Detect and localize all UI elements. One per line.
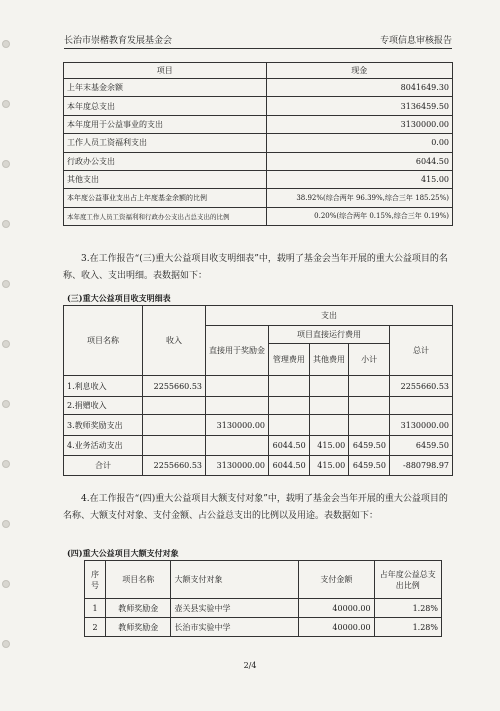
row-item: 本年度总支出 (64, 97, 267, 115)
h-direct-award: 直接用于奖励金 (206, 326, 269, 376)
table-row (64, 376, 453, 397)
cell-total: 2255660.53 (390, 376, 453, 397)
fund-summary-table (63, 62, 453, 226)
binding-hole (2, 220, 10, 228)
page-number: 2/4 (243, 661, 257, 670)
row-amount: 415.00 (266, 170, 452, 188)
h-project-name: 项目名称 (106, 561, 171, 599)
header-org: 长治市崇楷教育发展基金会 (64, 36, 173, 46)
binding-hole (2, 580, 10, 588)
table-header-row (64, 63, 453, 79)
row-amount: 0.20%(综合两年 0.15%,综合三年 0.19%) (266, 207, 452, 225)
cell-name: 4.业务活动支出 (64, 436, 143, 456)
large-payment-table (84, 560, 442, 637)
cell-income (143, 397, 206, 415)
cell-subtotal (349, 397, 390, 415)
table-caption-3: (三)重大公益项目收支明细表 (67, 293, 171, 303)
cell-name: 教师奖励金 (106, 618, 171, 637)
table-row (64, 79, 453, 97)
cell-direct (206, 397, 269, 415)
table-row (85, 618, 442, 637)
cell-amount: 40000.00 (299, 599, 374, 618)
col-item-header: 项目 (64, 63, 267, 79)
table-total-row (64, 456, 453, 476)
cell-total: 6459.50 (390, 436, 453, 456)
h-income: 收入 (143, 306, 206, 376)
table-row (64, 397, 453, 415)
table-row (64, 170, 453, 188)
cell-income: 2255660.53 (143, 456, 206, 476)
cell-total (390, 397, 453, 415)
col-amount-header: 现金 (266, 63, 452, 79)
cell-mgmt (269, 397, 310, 415)
binding-holes (2, 0, 10, 711)
row-amount: 0.00 (266, 134, 452, 152)
binding-hole (2, 520, 10, 528)
h-other-fee: 其他费用 (309, 344, 349, 376)
cell-no: 2 (85, 618, 106, 637)
h-expense: 支出 (206, 306, 453, 326)
cell-subtotal: 6459.50 (349, 436, 390, 456)
binding-hole (2, 40, 10, 48)
cell-income (143, 415, 206, 436)
table-row (64, 207, 453, 225)
project-income-expense-table (63, 305, 453, 476)
cell-ratio: 1.28% (374, 618, 441, 637)
row-amount: 3130000.00 (266, 115, 452, 133)
cell-payee: 壶关县实验中学 (171, 599, 299, 618)
h-no: 序号 (85, 561, 106, 599)
cell-no: 1 (85, 599, 106, 618)
table-row (85, 599, 442, 618)
row-amount: 3136459.50 (266, 97, 452, 115)
header-rule (64, 48, 452, 49)
binding-hole (2, 160, 10, 168)
paragraph-3: 3.在工作报告“(三)重大公益项目收支明细表”中，载明了基金会当年开展的重大公益项目的名称、收入、支出明细。表数据如下： (63, 254, 448, 281)
cell-direct (206, 376, 269, 397)
row-item: 本年度公益事业支出占上年度基金余额的比例 (64, 189, 267, 207)
row-item: 工作人员工资福利支出 (64, 134, 267, 152)
cell-ratio: 1.28% (374, 599, 441, 618)
table-row (64, 436, 453, 456)
row-item: 其他支出 (64, 170, 267, 188)
h-total: 总计 (390, 326, 453, 376)
cell-other (309, 376, 349, 397)
table-row (64, 134, 453, 152)
page-header (64, 33, 452, 47)
cell-income (143, 436, 206, 456)
binding-hole (2, 400, 10, 408)
cell-subtotal (349, 415, 390, 436)
table-header-row (64, 306, 453, 326)
binding-hole (2, 280, 10, 288)
cell-name: 2.捐赠收入 (64, 397, 143, 415)
binding-hole (2, 640, 10, 648)
cell-subtotal (349, 376, 390, 397)
cell-name: 合计 (64, 456, 143, 476)
h-subtotal: 小计 (349, 344, 390, 376)
cell-name: 1.利息收入 (64, 376, 143, 397)
cell-other (309, 415, 349, 436)
cell-subtotal: 6459.50 (349, 456, 390, 476)
row-item: 上年末基金余额 (64, 79, 267, 97)
table-caption-4: (四)重大公益项目大额支付对象 (67, 548, 179, 558)
cell-amount: 40000.00 (299, 618, 374, 637)
cell-name: 教师奖励金 (106, 599, 171, 618)
cell-direct (206, 436, 269, 456)
header-report-title: 专项信息审核报告 (379, 36, 452, 46)
h-amount: 支付金额 (299, 561, 374, 599)
cell-mgmt: 6044.50 (269, 436, 310, 456)
table-row (64, 115, 453, 133)
cell-income: 2255660.53 (143, 376, 206, 397)
cell-other: 415.00 (309, 456, 349, 476)
binding-hole (2, 340, 10, 348)
cell-mgmt: 6044.50 (269, 456, 310, 476)
cell-mgmt (269, 376, 310, 397)
table-header-row (85, 561, 442, 599)
row-item: 行政办公支出 (64, 152, 267, 170)
h-mgmt-fee: 管理费用 (269, 344, 310, 376)
table-row (64, 415, 453, 436)
table-row (64, 189, 453, 207)
cell-other: 415.00 (309, 436, 349, 456)
h-operating-cost: 项目直接运行费用 (269, 326, 390, 344)
cell-other (309, 397, 349, 415)
row-item: 本年度工作人员工资福利和行政办公支出占总支出的比例 (64, 207, 267, 225)
binding-hole (2, 460, 10, 468)
h-ratio: 占年度公益总支出比例 (374, 561, 441, 599)
table-row (64, 97, 453, 115)
cell-total: -880798.97 (390, 456, 453, 476)
row-item: 本年度用于公益事业的支出 (64, 115, 267, 133)
cell-direct: 3130000.00 (206, 415, 269, 436)
row-amount: 38.92%(综合两年 96.39%,综合三年 185.25%) (266, 189, 452, 207)
cell-direct: 3130000.00 (206, 456, 269, 476)
row-amount: 6044.50 (266, 152, 452, 170)
table-row (64, 152, 453, 170)
binding-hole (2, 100, 10, 108)
cell-name: 3.教师奖励支出 (64, 415, 143, 436)
cell-payee: 长治市实验中学 (171, 618, 299, 637)
h-project-name: 项目名称 (64, 306, 143, 376)
cell-total: 3130000.00 (390, 415, 453, 436)
row-amount: 8041649.30 (266, 79, 452, 97)
h-payee: 大额支付对象 (171, 561, 299, 599)
cell-mgmt (269, 415, 310, 436)
paragraph-4: 4.在工作报告“(四)重大公益项目大额支付对象”中，载明了基金会当年开展的重大公益项目的名称、大额支付对象、支付金额、占公益总支出的比例以及用途。表数据如下： (63, 494, 448, 521)
